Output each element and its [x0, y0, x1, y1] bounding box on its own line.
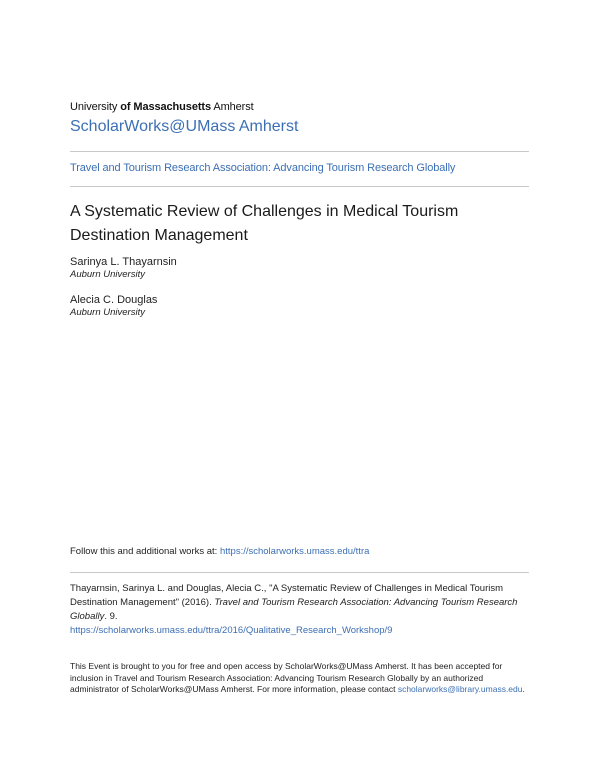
paper-title: A Systematic Review of Challenges in Medical Tourism Destination Management: [70, 203, 459, 244]
citation: Thayarnsin, Sarinya L. and Douglas, Alecia C., "A Systematic Review of Challenges in Medical Tourism Destination Management" (2016). Travel and Tourism Research Association: Advancing Tourism Research Globally. 9. https://scholarworks.umass.edu/ttra/2016/Qualitative_Research_Workshop/9: [70, 583, 518, 636]
follow-line: Follow this and additional works at: https://scholarworks.umass.edu/ttra: [70, 546, 370, 557]
author-affiliation: Auburn University: [70, 269, 145, 280]
citation-divider: [70, 572, 529, 573]
repository-name[interactable]: ScholarWorks@UMass Amherst: [70, 118, 299, 135]
author-name: Sarinya L. Thayarnsin: [70, 256, 177, 268]
author-name: Alecia C. Douglas: [70, 294, 158, 306]
author-affiliation: Auburn University: [70, 307, 145, 318]
citation-url[interactable]: https://scholarworks.umass.edu/ttra/2016/Qualitative_Research_Workshop/9: [70, 625, 393, 636]
series-divider: [70, 186, 529, 187]
contact-email[interactable]: scholarworks@library.umass.edu: [397, 684, 523, 694]
series-link[interactable]: Travel and Tourism Research Association: Advancing Tourism Research Globally: [70, 162, 456, 174]
access-notice: This Event is brought to you for free and open access by ScholarWorks@UMass Amherst. It has been accepted for inclusion in Travel and Tourism Research Association: Advancing Tourism Research Globally by an authorized administrator of ScholarWorks@UMass Amherst. For more information, please contact scholarworks@library.umass.edu.: [70, 661, 525, 694]
institution-name: University of Massachusetts Amherst: [70, 101, 254, 113]
follow-link[interactable]: https://scholarworks.umass.edu/ttra: [219, 546, 370, 557]
top-divider: [70, 151, 529, 152]
citation-source: Travel and Tourism Research Association: Advancing Tourism Research Globally: [70, 597, 518, 622]
